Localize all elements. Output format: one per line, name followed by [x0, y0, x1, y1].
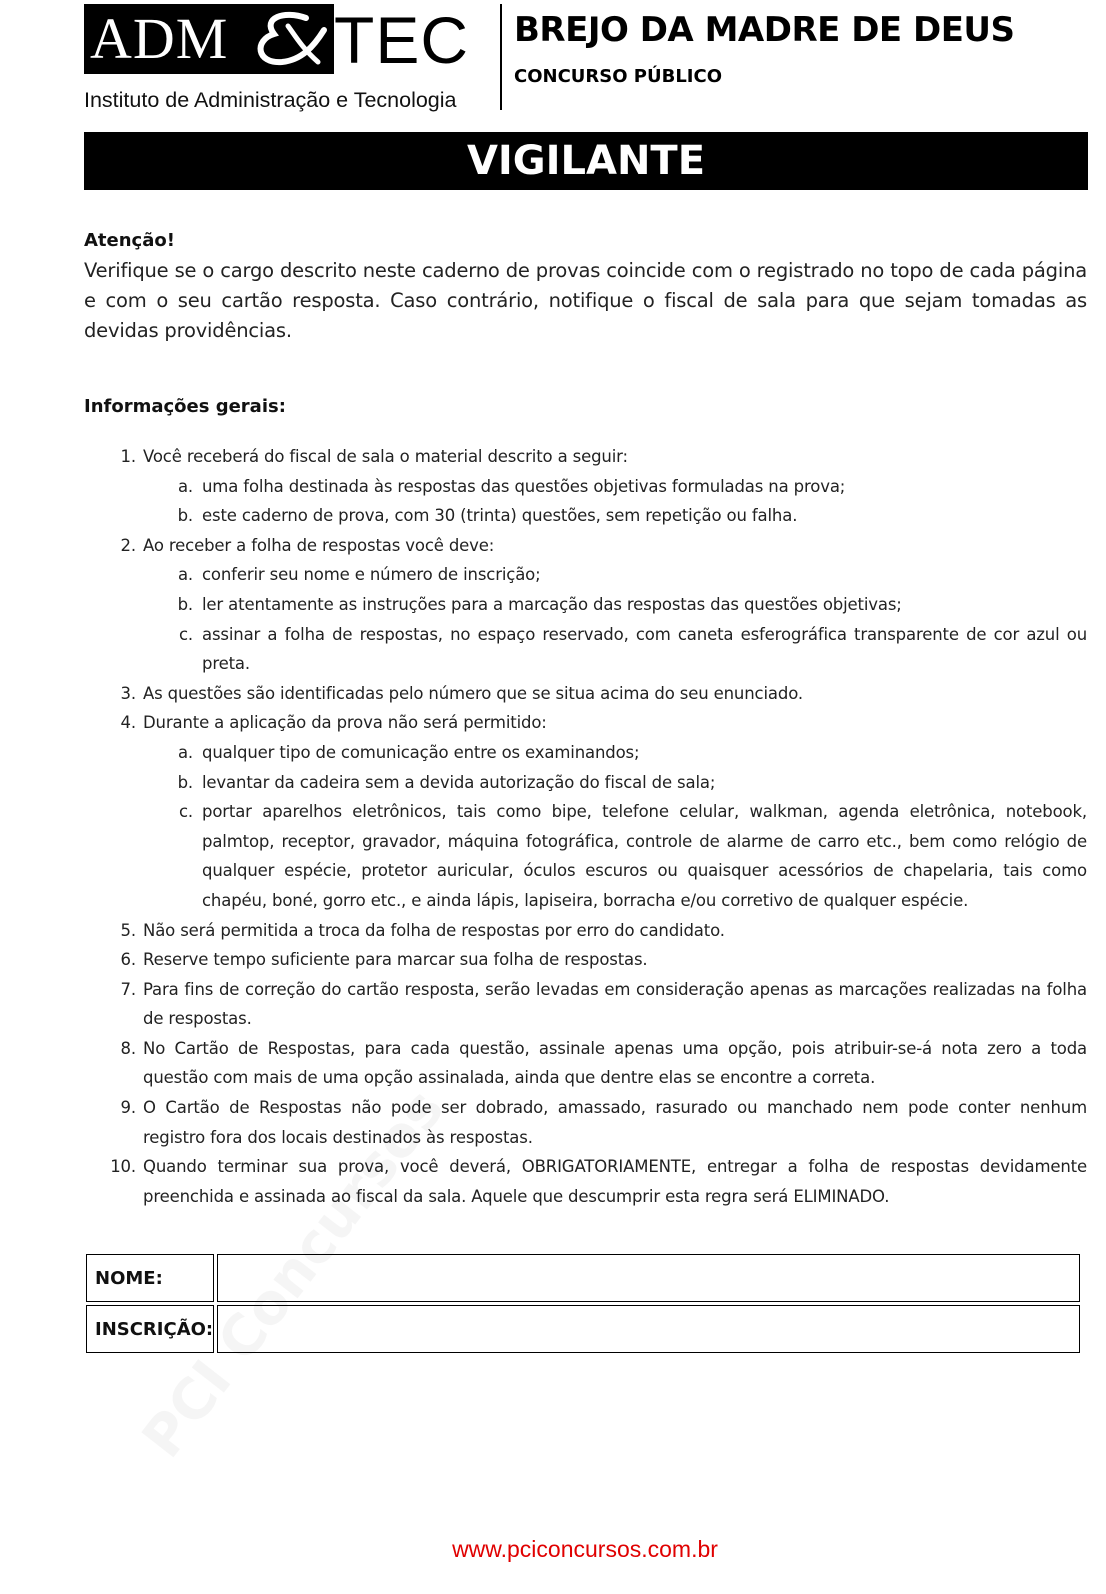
list-item	[84, 442, 1087, 531]
list-item-text: Reserve tempo suficiente para marcar sua folha de respostas.	[143, 950, 648, 970]
sub-list-item-text: este caderno de prova, com 30 (trinta) questões, sem repetição ou falha.	[202, 506, 798, 526]
list-item-text: Durante a aplicação da prova não será permitido:	[143, 713, 547, 733]
list-item	[84, 531, 1087, 679]
instruction-list	[84, 442, 1087, 1211]
logo-tec-text: TEC	[334, 3, 469, 77]
sub-list-item-text: levantar da cadeira sem a devida autorização do fiscal de sala;	[202, 772, 716, 792]
sub-list-item-text: ler atentamente as instruções para a marcação das respostas das questões objetivas;	[202, 594, 902, 614]
sub-list-item	[143, 738, 1087, 768]
logo-adm-text: ADM	[84, 4, 244, 74]
list-item	[84, 1152, 1087, 1211]
list-item-text: As questões são identificadas pelo número que se situa acima do seu enunciado.	[143, 683, 803, 703]
header-divider	[500, 4, 502, 110]
registration-field[interactable]	[217, 1305, 1080, 1353]
sub-list	[143, 738, 1087, 916]
attention-text: Verifique se o cargo descrito neste caderno de provas coincide com o registrado no topo de cada página e com o seu cartão resposta. Caso contrário, notifique o fiscal de sala para que sejam tomadas as devidas providências.	[84, 259, 1087, 342]
list-item	[84, 1093, 1087, 1152]
org-name: BREJO DA MADRE DE DEUS	[514, 10, 1015, 50]
list-item	[84, 916, 1087, 946]
registration-label: INSCRIÇÃO:	[86, 1305, 214, 1353]
list-item	[84, 945, 1087, 975]
list-item-text: Quando terminar sua prova, você deverá, OBRIGATORIAMENTE, entregar a folha de respostas devidamente preenchida e assinada ao fiscal da sala. Aquele que descumprir esta regra será ELIMINADO.	[143, 1157, 1087, 1206]
list-item-number: 1.	[120, 447, 136, 466]
list-item-text: Você receberá do fiscal de sala o material descrito a seguir:	[143, 447, 628, 466]
list-item-text: Ao receber a folha de respostas você deve:	[143, 535, 495, 555]
logo-subtitle: Instituto de Administração e Tecnologia	[84, 88, 457, 112]
org-subtitle: CONCURSO PÚBLICO	[514, 66, 723, 87]
list-item-number: 8.	[120, 1038, 136, 1058]
sub-list-item-letter: b.	[177, 594, 193, 614]
logo-ampersand-icon	[244, 4, 334, 74]
sub-list-item	[143, 797, 1087, 915]
attention-heading: Atenção!	[84, 230, 175, 251]
list-item	[84, 1034, 1087, 1093]
admtec-logo	[84, 4, 504, 114]
list-item-text: O Cartão de Respostas não pode ser dobrado, amassado, rasurado ou manchado nem pode conter nenhum registro fora dos locais destinados às respostas.	[143, 1098, 1087, 1147]
sub-list-item	[143, 501, 1087, 531]
sub-list-item-text: portar aparelhos eletrônicos, tais como bipe, telefone celular, walkman, agenda eletrônica, notebook, palmtop, receptor, gravador, máquina fotográfica, controle de alarme de carro etc., bem como relógio de qualquer espécie, protetor auricular, óculos escuros ou quaisquer acessórios de chapelaria, tais como chapéu, boné, gorro etc., e ainda lápis, lapiseira, borracha e/ou corretivo de qualquer espécie.	[202, 802, 1087, 910]
sub-list-item-letter: c.	[178, 624, 193, 644]
footer-url[interactable]: www.pciconcursos.com.br	[452, 1536, 718, 1562]
sub-list-item-letter: c.	[178, 802, 193, 822]
sub-list-item-text: conferir seu nome e número de inscrição;	[202, 565, 541, 585]
sub-list-item	[143, 590, 1087, 620]
list-item-number: 2.	[120, 535, 136, 555]
list-item-number: 5.	[120, 920, 136, 940]
sub-list-item	[143, 768, 1087, 798]
list-item-number: 6.	[120, 950, 136, 970]
sub-list-item-text: assinar a folha de respostas, no espaço reservado, com caneta esferográfica transparente de cor azul ou preta.	[202, 624, 1087, 674]
list-item-number: 3.	[120, 683, 136, 703]
sub-list-item	[143, 472, 1087, 502]
name-field[interactable]	[217, 1254, 1080, 1302]
list-item-text: No Cartão de Respostas, para cada questão, assinale apenas uma opção, pois atribuir-se-á nota zero a toda questão com mais de uma opção assinalada, ainda que dentre elas se encontre a correta.	[143, 1038, 1087, 1088]
sub-list-item-letter: a.	[177, 742, 193, 762]
list-item-number: 7.	[120, 979, 136, 999]
sub-list-item-text: qualquer tipo de comunicação entre os examinandos;	[202, 742, 640, 762]
name-label: NOME:	[86, 1254, 214, 1302]
list-item-text: Não será permitida a troca da folha de respostas por erro do candidato.	[143, 920, 725, 940]
sub-list-item-letter: a.	[177, 476, 193, 496]
sub-list-item-letter: b.	[177, 772, 193, 792]
sub-list-item-letter: b.	[177, 506, 193, 526]
list-item	[84, 708, 1087, 915]
sub-list	[143, 472, 1087, 531]
sub-list-item-text: uma folha destinada às respostas das questões objetivas formuladas na prova;	[202, 476, 846, 496]
list-item-number: 4.	[120, 713, 136, 733]
list-item-text: Para fins de correção do cartão resposta, serão levadas em consideração apenas as marcações realizadas na folha de respostas.	[143, 979, 1087, 1029]
list-item-number: 10.	[110, 1157, 136, 1177]
list-item-number: 9.	[120, 1098, 136, 1118]
candidate-form	[83, 1251, 1083, 1356]
instructions	[84, 226, 1087, 1211]
job-title-banner: VIGILANTE	[84, 132, 1088, 190]
sub-list-item	[143, 620, 1087, 679]
sub-list-item	[143, 560, 1087, 590]
list-item	[84, 679, 1087, 709]
list-item	[84, 975, 1087, 1034]
sub-list-item-letter: a.	[177, 565, 193, 585]
sub-list	[143, 560, 1087, 678]
info-heading: Informações gerais:	[84, 396, 286, 417]
